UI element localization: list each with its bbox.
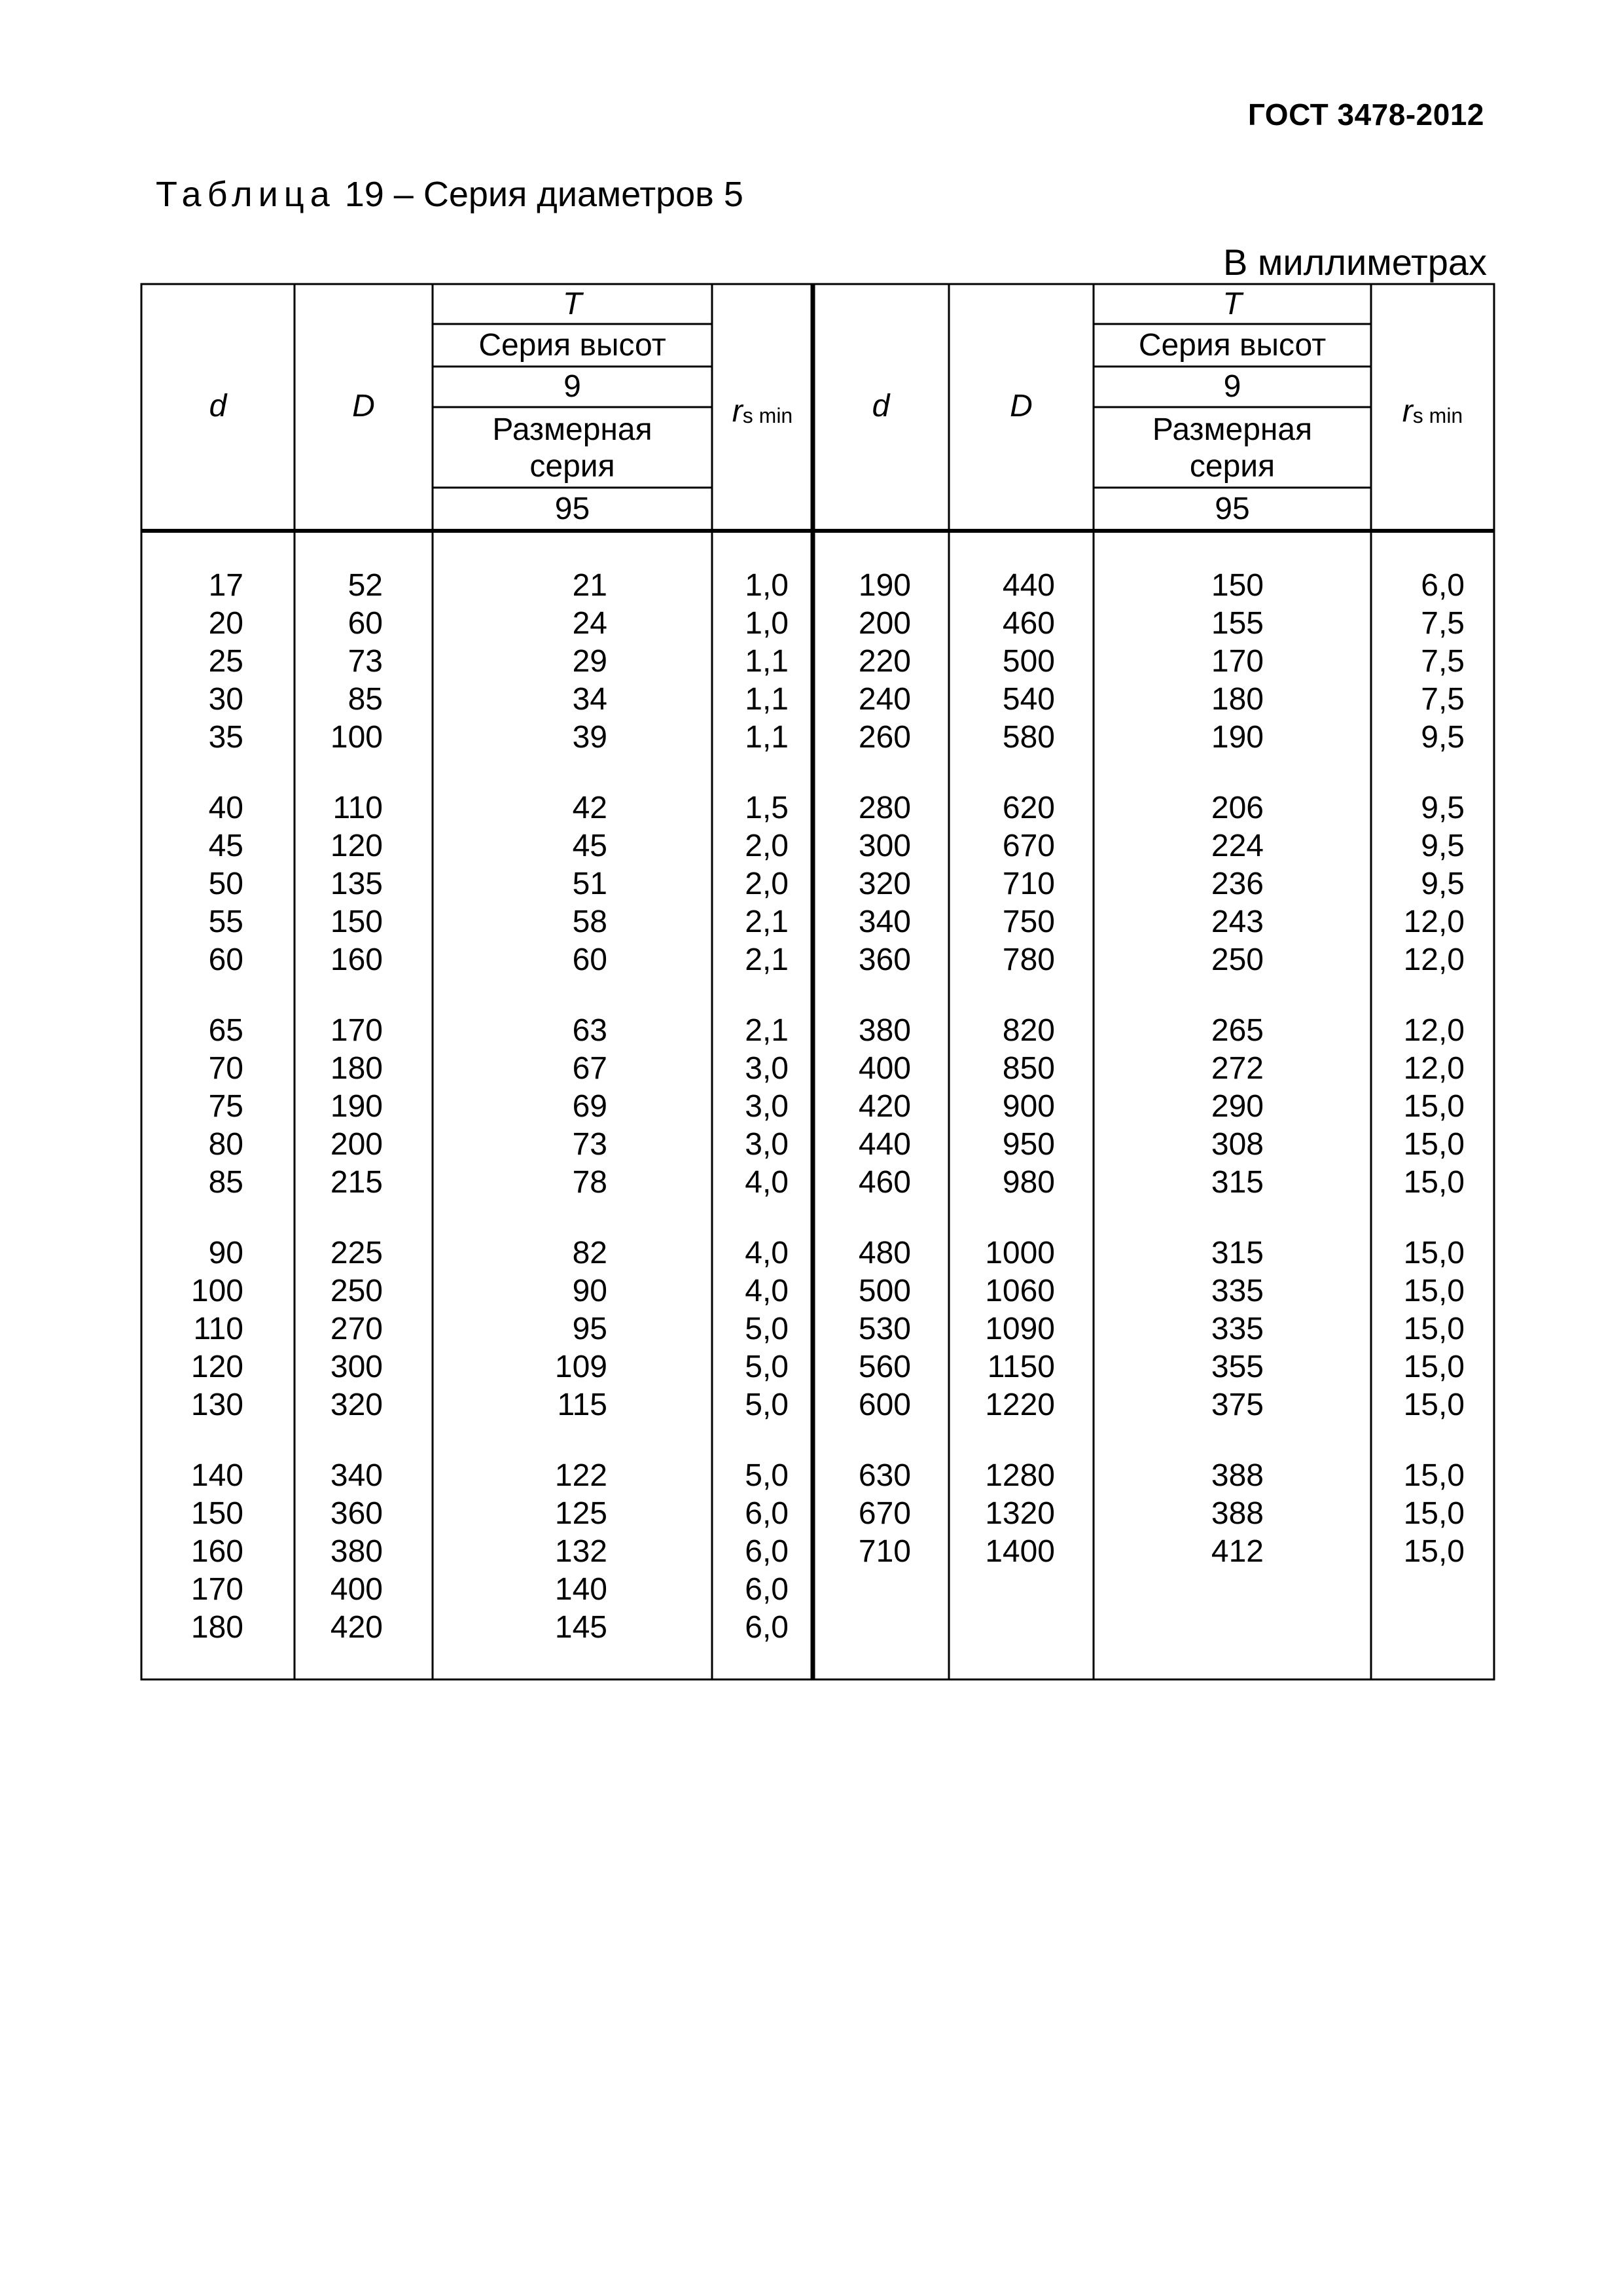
cell-T-right: 388 — [1211, 1458, 1264, 1493]
cell-d-left: 55 — [208, 905, 243, 939]
cell-rsmin-left: 5,0 — [745, 1458, 789, 1493]
cell-T-left: 132 — [554, 1534, 607, 1569]
cell-D-right: 1090 — [985, 1312, 1055, 1346]
cell-d-left: 20 — [208, 606, 243, 641]
cell-d-right: 360 — [858, 942, 911, 977]
cell-D-right: 1150 — [987, 1350, 1055, 1384]
cell-D-left: 100 — [330, 720, 383, 755]
cell-T-right: 272 — [1211, 1051, 1264, 1086]
cell-rsmin-left: 5,0 — [745, 1312, 789, 1346]
header-size-series-value-left: 95 — [554, 492, 590, 526]
cell-d-left: 140 — [190, 1458, 243, 1493]
cell-D-right: 440 — [1002, 568, 1055, 603]
cell-D-right: 950 — [1002, 1127, 1055, 1162]
units-note: В миллиметрах — [1222, 242, 1487, 283]
cell-D-left: 270 — [330, 1312, 383, 1346]
cell-T-right: 375 — [1211, 1388, 1264, 1422]
cell-D-left: 300 — [330, 1350, 383, 1384]
cell-rsmin-left: 1,0 — [745, 568, 789, 603]
header-size-series-left-2: серия — [529, 449, 615, 484]
cell-T-right: 206 — [1211, 791, 1264, 825]
cell-D-left: 110 — [332, 791, 383, 825]
cell-rsmin-left: 6,0 — [745, 1572, 789, 1607]
cell-d-right: 560 — [858, 1350, 911, 1384]
cell-d-right: 300 — [858, 829, 911, 863]
cell-d-right: 530 — [858, 1312, 911, 1346]
cell-rsmin-right: 15,0 — [1403, 1274, 1465, 1308]
header-D-left: D — [352, 389, 375, 423]
cell-T-right: 190 — [1211, 720, 1264, 755]
cell-D-left: 120 — [330, 829, 383, 863]
cell-rsmin-left: 2,1 — [745, 942, 789, 977]
cell-d-left: 50 — [208, 867, 243, 901]
cell-D-right: 1000 — [985, 1236, 1055, 1270]
cell-d-left: 30 — [208, 682, 243, 717]
cell-d-left: 70 — [208, 1051, 243, 1086]
cell-rsmin-right: 9,5 — [1421, 867, 1465, 901]
cell-T-left: 63 — [572, 1013, 607, 1048]
header-height-series-left: Серия высот — [478, 328, 666, 363]
cell-rsmin-right: 12,0 — [1403, 1013, 1465, 1048]
cell-rsmin-left: 1,0 — [745, 606, 789, 641]
cell-D-right: 620 — [1002, 791, 1055, 825]
cell-T-left: 122 — [554, 1458, 607, 1493]
cell-d-right: 380 — [858, 1013, 911, 1048]
cell-D-left: 200 — [330, 1127, 383, 1162]
cell-rsmin-right: 9,5 — [1421, 791, 1465, 825]
header-size-series-right-2: серия — [1189, 449, 1275, 484]
cell-rsmin-left: 6,0 — [745, 1534, 789, 1569]
cell-T-right: 412 — [1211, 1534, 1264, 1569]
cell-d-left: 110 — [193, 1312, 243, 1346]
cell-T-right: 315 — [1211, 1165, 1264, 1200]
cell-d-right: 400 — [858, 1051, 911, 1086]
cell-T-left: 145 — [554, 1610, 607, 1645]
cell-d-left: 40 — [208, 791, 243, 825]
cell-T-left: 95 — [572, 1312, 607, 1346]
cell-d-left: 180 — [190, 1610, 243, 1645]
cell-rsmin-left: 3,0 — [745, 1089, 789, 1124]
cell-d-right: 190 — [858, 568, 911, 603]
cell-T-left: 90 — [572, 1274, 607, 1308]
cell-T-right: 308 — [1211, 1127, 1264, 1162]
cell-T-left: 109 — [554, 1350, 607, 1384]
cell-T-left: 67 — [572, 1051, 607, 1086]
cell-rsmin-right: 15,0 — [1403, 1534, 1465, 1569]
cell-D-right: 780 — [1002, 942, 1055, 977]
cell-D-right: 1320 — [985, 1496, 1055, 1531]
cell-T-right: 150 — [1211, 568, 1264, 603]
cell-D-left: 400 — [330, 1572, 383, 1607]
cell-d-left: 170 — [190, 1572, 243, 1607]
cell-rsmin-right: 15,0 — [1403, 1127, 1465, 1162]
cell-d-left: 17 — [208, 568, 243, 603]
cell-D-left: 360 — [330, 1496, 383, 1531]
cell-rsmin-left: 3,0 — [745, 1127, 789, 1162]
cell-d-left: 45 — [208, 829, 243, 863]
cell-rsmin-left: 1,1 — [745, 720, 789, 755]
cell-d-left: 90 — [208, 1236, 243, 1270]
cell-D-right: 500 — [1002, 644, 1055, 679]
cell-T-left: 115 — [557, 1388, 607, 1422]
cell-T-right: 250 — [1211, 942, 1264, 977]
cell-T-right: 170 — [1211, 644, 1264, 679]
cell-d-left: 160 — [190, 1534, 243, 1569]
cell-T-right: 335 — [1211, 1274, 1264, 1308]
cell-T-left: 140 — [554, 1572, 607, 1607]
cell-T-left: 73 — [572, 1127, 607, 1162]
cell-rsmin-right: 12,0 — [1403, 905, 1465, 939]
cell-rsmin-right: 12,0 — [1403, 1051, 1465, 1086]
cell-T-left: 24 — [572, 606, 607, 641]
cell-rsmin-left: 1,5 — [745, 791, 789, 825]
cell-rsmin-right: 12,0 — [1403, 942, 1465, 977]
cell-D-left: 380 — [330, 1534, 383, 1569]
cell-D-right: 900 — [1002, 1089, 1055, 1124]
cell-d-right: 240 — [858, 682, 911, 717]
cell-d-right: 420 — [858, 1089, 911, 1124]
cell-rsmin-left: 2,0 — [745, 829, 789, 863]
cell-d-right: 200 — [858, 606, 911, 641]
cell-T-left: 45 — [572, 829, 607, 863]
cell-D-left: 52 — [348, 568, 383, 603]
cell-D-left: 420 — [330, 1610, 383, 1645]
cell-rsmin-left: 2,0 — [745, 867, 789, 901]
cell-D-right: 850 — [1002, 1051, 1055, 1086]
cell-rsmin-left: 6,0 — [745, 1610, 789, 1645]
cell-T-right: 290 — [1211, 1089, 1264, 1124]
header-rsmin-left: $r_{s min}$ — [732, 394, 793, 429]
cell-rsmin-right: 15,0 — [1403, 1388, 1465, 1422]
cell-rsmin-left: 3,0 — [745, 1051, 789, 1086]
cell-rsmin-right: 15,0 — [1403, 1312, 1465, 1346]
cell-T-right: 315 — [1211, 1236, 1264, 1270]
cell-rsmin-right: 15,0 — [1403, 1350, 1465, 1384]
header-T-right: T — [1222, 287, 1242, 321]
cell-T-right: 224 — [1211, 829, 1264, 863]
cell-d-left: 85 — [208, 1165, 243, 1200]
header-D-right: D — [1010, 389, 1033, 423]
cell-rsmin-right: 7,5 — [1421, 682, 1465, 717]
cell-d-left: 35 — [208, 720, 243, 755]
cell-T-left: 69 — [572, 1089, 607, 1124]
cell-d-right: 260 — [858, 720, 911, 755]
header-height-series-value-left: 9 — [563, 369, 581, 404]
cell-d-right: 600 — [858, 1388, 911, 1422]
header-T-left: T — [562, 287, 582, 321]
cell-T-right: 355 — [1211, 1350, 1264, 1384]
document-code: ГОСТ 3478-2012 — [1247, 98, 1484, 132]
cell-rsmin-left: 6,0 — [745, 1496, 789, 1531]
cell-rsmin-right: 7,5 — [1421, 644, 1465, 679]
header-height-series-right: Серия высот — [1138, 328, 1327, 363]
cell-D-left: 135 — [330, 867, 383, 901]
cell-D-left: 180 — [330, 1051, 383, 1086]
cell-d-right: 630 — [858, 1458, 911, 1493]
cell-D-left: 60 — [348, 606, 383, 641]
header-rsmin-right: $r_{s min}$ — [1402, 394, 1463, 429]
cell-d-left: 75 — [208, 1089, 243, 1124]
cell-d-right: 440 — [858, 1127, 911, 1162]
cell-D-right: 1280 — [985, 1458, 1055, 1493]
cell-T-right: 236 — [1211, 867, 1264, 901]
cell-d-left: 120 — [190, 1350, 243, 1384]
cell-rsmin-right: 7,5 — [1421, 606, 1465, 641]
cell-d-right: 710 — [858, 1534, 911, 1569]
cell-D-right: 580 — [1002, 720, 1055, 755]
cell-d-right: 340 — [858, 905, 911, 939]
cell-T-left: 60 — [572, 942, 607, 977]
cell-rsmin-right: 15,0 — [1403, 1236, 1465, 1270]
cell-D-right: 710 — [1002, 867, 1055, 901]
cell-rsmin-left: 1,1 — [745, 682, 789, 717]
cell-T-right: 265 — [1211, 1013, 1264, 1048]
header-size-series-value-right: 95 — [1215, 492, 1250, 526]
cell-D-left: 150 — [330, 905, 383, 939]
cell-D-left: 320 — [330, 1388, 383, 1422]
cell-D-right: 460 — [1002, 606, 1055, 641]
cell-rsmin-right: 15,0 — [1403, 1496, 1465, 1531]
cell-D-left: 190 — [330, 1089, 383, 1124]
cell-D-left: 250 — [330, 1274, 383, 1308]
cell-d-right: 320 — [858, 867, 911, 901]
cell-D-right: 1220 — [985, 1388, 1055, 1422]
cell-d-left: 100 — [190, 1274, 243, 1308]
cell-T-right: 180 — [1211, 682, 1264, 717]
cell-rsmin-left: 4,0 — [745, 1236, 789, 1270]
header-height-series-value-right: 9 — [1223, 369, 1241, 404]
cell-d-left: 130 — [190, 1388, 243, 1422]
cell-T-right: 335 — [1211, 1312, 1264, 1346]
cell-D-right: 1400 — [985, 1534, 1055, 1569]
cell-rsmin-right: 15,0 — [1403, 1089, 1465, 1124]
cell-rsmin-right: 15,0 — [1403, 1458, 1465, 1493]
header-d-right: d — [872, 389, 890, 423]
cell-d-right: 500 — [858, 1274, 911, 1308]
cell-rsmin-left: 4,0 — [745, 1165, 789, 1200]
cell-D-left: 160 — [330, 942, 383, 977]
cell-D-left: 225 — [330, 1236, 383, 1270]
cell-T-left: 29 — [572, 644, 607, 679]
cell-rsmin-left: 1,1 — [745, 644, 789, 679]
cell-rsmin-left: 4,0 — [745, 1274, 789, 1308]
cell-D-left: 73 — [348, 644, 383, 679]
cell-T-left: 58 — [572, 905, 607, 939]
cell-rsmin-right: 6,0 — [1421, 568, 1465, 603]
cell-D-left: 170 — [330, 1013, 383, 1048]
cell-T-right: 155 — [1211, 606, 1264, 641]
cell-rsmin-right: 9,5 — [1421, 829, 1465, 863]
cell-T-left: 78 — [572, 1165, 607, 1200]
table-title-text: 19 – Серия диаметров 5 — [344, 175, 743, 214]
cell-d-left: 65 — [208, 1013, 243, 1048]
cell-d-right: 460 — [858, 1165, 911, 1200]
cell-d-left: 80 — [208, 1127, 243, 1162]
cell-D-right: 980 — [1002, 1165, 1055, 1200]
cell-d-left: 25 — [208, 644, 243, 679]
cell-T-left: 125 — [554, 1496, 607, 1531]
cell-d-left: 60 — [208, 942, 243, 977]
cell-T-left: 39 — [572, 720, 607, 755]
cell-D-left: 215 — [330, 1165, 383, 1200]
cell-T-left: 34 — [572, 682, 607, 717]
cell-D-right: 540 — [1002, 682, 1055, 717]
cell-d-left: 150 — [190, 1496, 243, 1531]
cell-rsmin-left: 5,0 — [745, 1350, 789, 1384]
cell-rsmin-left: 2,1 — [745, 905, 789, 939]
cell-T-right: 243 — [1211, 905, 1264, 939]
cell-rsmin-left: 5,0 — [745, 1388, 789, 1422]
cell-d-right: 280 — [858, 791, 911, 825]
cell-T-left: 42 — [572, 791, 607, 825]
header-size-series-left-1: Размерная — [492, 412, 652, 447]
cell-d-right: 220 — [858, 644, 911, 679]
table-label: Таблица — [156, 175, 336, 214]
cell-d-right: 670 — [858, 1496, 911, 1531]
cell-D-right: 750 — [1002, 905, 1055, 939]
cell-D-left: 340 — [330, 1458, 383, 1493]
cell-T-right: 388 — [1211, 1496, 1264, 1531]
cell-rsmin-right: 15,0 — [1403, 1165, 1465, 1200]
cell-rsmin-left: 2,1 — [745, 1013, 789, 1048]
cell-rsmin-right: 9,5 — [1421, 720, 1465, 755]
header-size-series-right-1: Размерная — [1152, 412, 1313, 447]
cell-D-right: 670 — [1002, 829, 1055, 863]
header-d-left: d — [209, 389, 227, 423]
cell-T-left: 51 — [572, 867, 607, 901]
cell-T-left: 21 — [572, 568, 607, 603]
cell-D-right: 1060 — [985, 1274, 1055, 1308]
cell-D-left: 85 — [348, 682, 383, 717]
cell-T-left: 82 — [572, 1236, 607, 1270]
cell-d-right: 480 — [858, 1236, 911, 1270]
cell-D-right: 820 — [1002, 1013, 1055, 1048]
